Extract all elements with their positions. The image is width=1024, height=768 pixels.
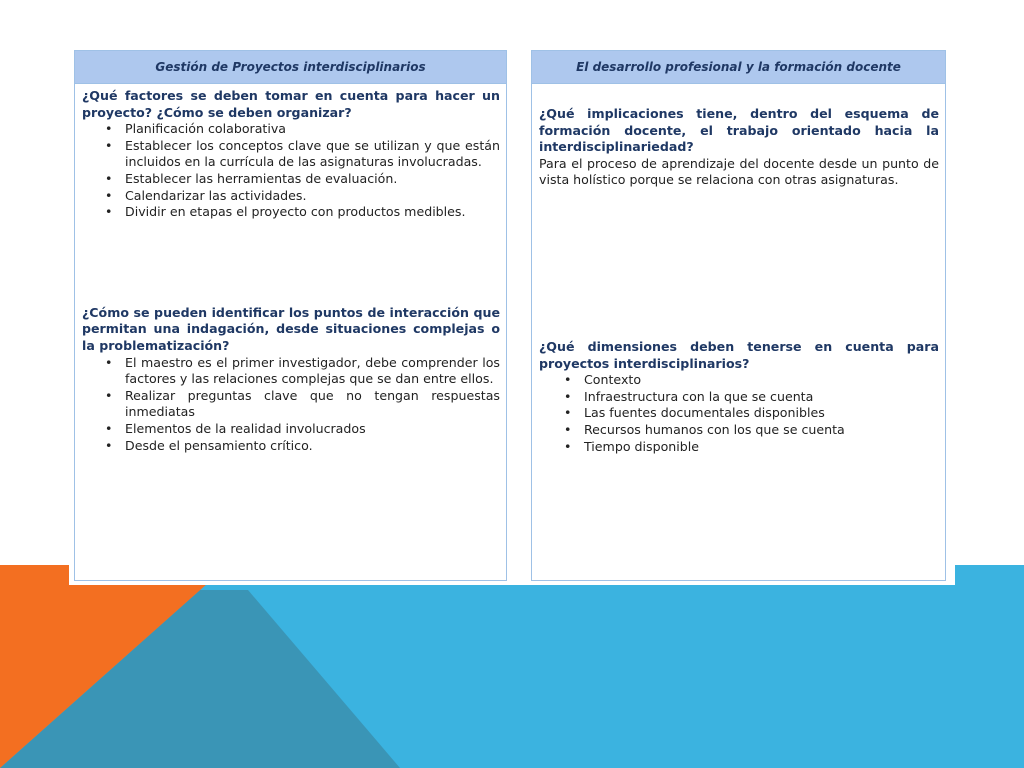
list-item: • Desde el pensamiento crítico. bbox=[125, 438, 500, 455]
left-question-1: ¿Qué factores se deben tomar en cuenta para hacer un proyecto? ¿Cómo se deben organizar? bbox=[82, 88, 500, 120]
right-question-2: ¿Qué dimensiones deben tenerse en cuenta para proyectos interdisciplinarios? bbox=[539, 338, 939, 371]
list-item: • Las fuentes documentales disponibles bbox=[584, 405, 939, 422]
right-panel-body bbox=[532, 84, 945, 455]
list-item: • Establecer las herramientas de evaluación. bbox=[125, 171, 500, 188]
left-question-1-list bbox=[82, 121, 500, 221]
right-answer-1: Para el proceso de aprendizaje del docente desde un punto de vista holístico porque se relaciona con otras asignaturas. bbox=[539, 155, 939, 188]
left-question-2-list bbox=[82, 355, 500, 455]
left-panel-title: Gestión de Proyectos interdisciplinarios bbox=[75, 51, 506, 84]
right-question-2-list bbox=[539, 372, 939, 455]
list-item: • Planificación colaborativa bbox=[125, 121, 500, 138]
list-item: • El maestro es el primer investigador, debe comprender los factores y las relaciones complejas que se dan entre ellos. bbox=[125, 355, 500, 388]
right-question-1: ¿Qué implicaciones tiene, dentro del esquema de formación docente, el trabajo orientado hacia la interdisciplinariedad? bbox=[539, 106, 939, 155]
list-item: • Realizar preguntas clave que no tengan respuestas inmediatas bbox=[125, 388, 500, 421]
list-item: • Contexto bbox=[584, 372, 939, 389]
list-item: • Elementos de la realidad involucrados bbox=[125, 421, 500, 438]
list-item: • Dividir en etapas el proyecto con productos medibles. bbox=[125, 204, 500, 221]
left-question-2: ¿Cómo se pueden identificar los puntos de interacción que permitan una indagación, desde situaciones complejas o la problematización? bbox=[82, 304, 500, 353]
list-item: • Establecer los conceptos clave que se utilizan y que están incluidos en la currícula de las asignaturas involucradas. bbox=[125, 138, 500, 171]
right-panel bbox=[531, 50, 946, 581]
right-panel-title: El desarrollo profesional y la formación docente bbox=[532, 51, 945, 84]
list-item: • Tiempo disponible bbox=[584, 439, 939, 456]
list-item: • Recursos humanos con los que se cuenta bbox=[584, 422, 939, 439]
left-panel bbox=[74, 50, 507, 581]
list-item: • Calendarizar las actividades. bbox=[125, 188, 500, 205]
left-panel-body bbox=[75, 84, 506, 454]
list-item: • Infraestructura con la que se cuenta bbox=[584, 389, 939, 406]
